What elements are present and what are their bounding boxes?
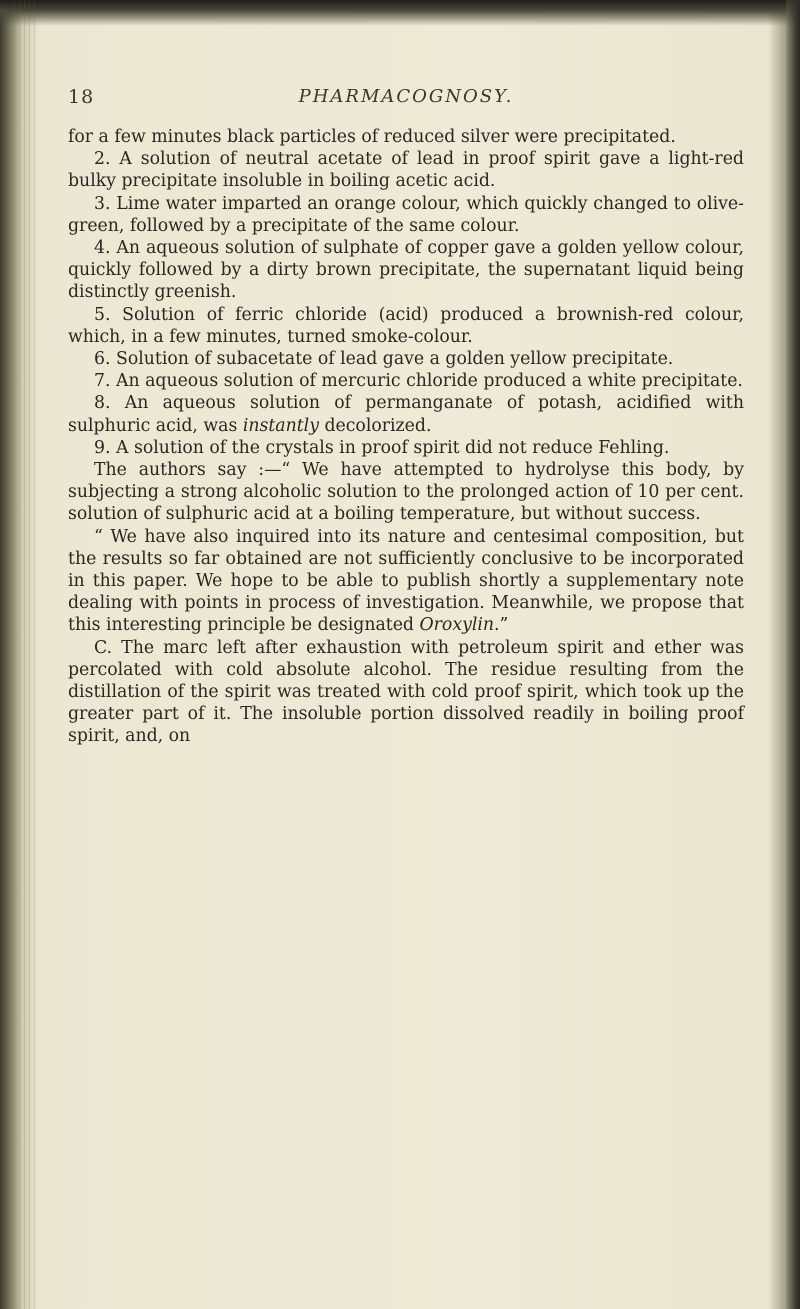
test-item-5: 5. Solution of ferric chloride (acid) produced a brownish-red colour, which, in a few minutes, turned smoke-colour. xyxy=(68,304,744,347)
page-top-shadow xyxy=(0,0,800,26)
test-item-9: 9. A solution of the crystals in proof spirit did not reduce Fehling. xyxy=(94,437,670,458)
page-right-edge xyxy=(786,0,800,1309)
test-item-2: 2. A solution of neutral acetate of lead in proof spirit gave a light-red bulky precipitate insoluble in boiling acetic acid. xyxy=(68,149,744,192)
test-item-3: 3. Lime water imparted an orange colour, which quickly changed to olive-green, followed by a precipitate of the same colour. xyxy=(68,193,744,236)
page-number: 18 xyxy=(68,86,95,108)
page-content xyxy=(68,86,744,748)
binding-gutter xyxy=(14,0,38,1309)
page-header xyxy=(68,86,744,126)
section-c-paragraph: C. The marc left after exhaustion with petroleum spirit and ether was percolated with cold absolute alcohol. The residue resulting from the distillation of the spirit was treated with cold proof spirit, which took up the greater part of it. The insoluble portion dissolved readily in boiling proof spirit, and, on xyxy=(68,637,744,747)
test-item-8: 8. An aqueous solution of permanganate of potash, acidified with sulphuric acid, was instantly decolorized. xyxy=(68,393,744,436)
authors-quote-paragraph: The authors say :—“ We have attempted to hydrolyse this body, by subjecting a strong alcoholic solution to the prolonged action of 10 per cent. solution of sulphuric acid at a boiling temperature, but without success. xyxy=(68,460,744,525)
test-item-7: 7. An aqueous solution of mercuric chloride produced a white precipitate. xyxy=(94,371,743,392)
test-item-6: 6. Solution of subacetate of lead gave a golden yellow precipitate. xyxy=(94,349,674,370)
test-item-4: 4. An aqueous solution of sulphate of copper gave a golden yellow colour, quickly followed by a dirty brown precipitate, the supernatant liquid being distinctly greenish. xyxy=(68,238,744,303)
paragraph: for a few minutes black particles of reduced silver were precipitated. xyxy=(68,127,676,147)
inquiry-quote-paragraph: “ We have also inquired into its nature and centesimal composition, but the results so far obtained are not sufficiently conclusive to be incorporated in this paper. We hope to be able to publish shortly a supplementary note dealing with points in process of investigation. Meanwhile, we propose that this interesting principle be designated Oroxylin.” xyxy=(68,526,744,636)
running-title: PHARMACOGNOSY. xyxy=(298,86,514,107)
